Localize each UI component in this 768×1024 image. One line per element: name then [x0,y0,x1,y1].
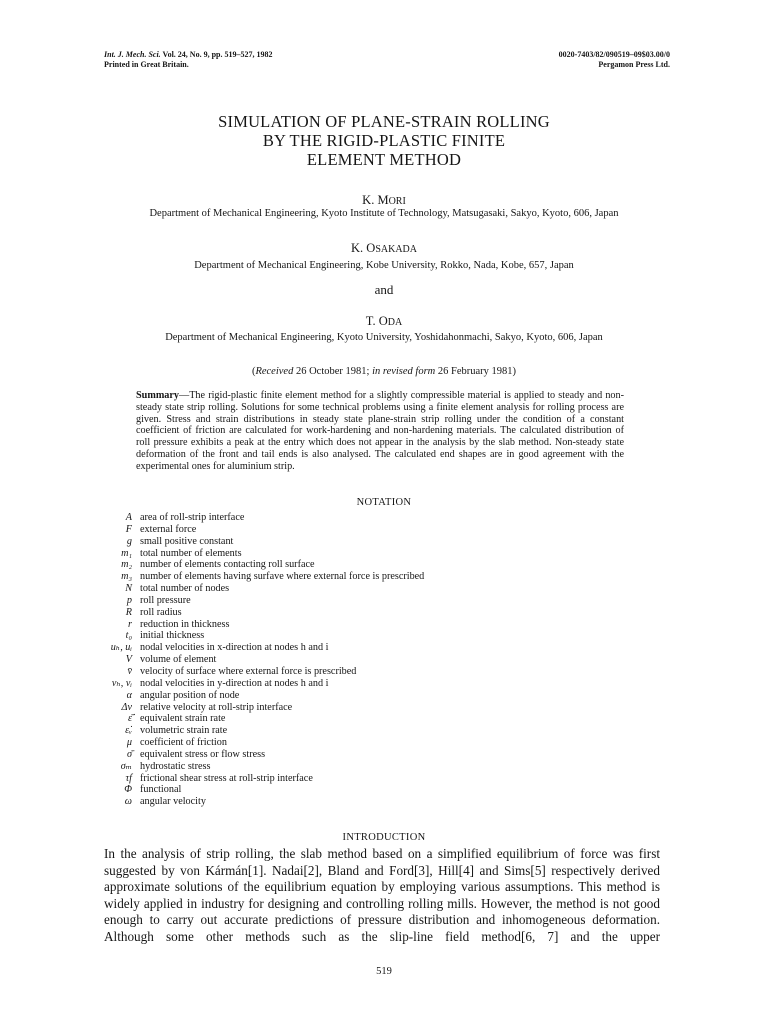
notation-symbol: g [126,535,132,547]
notation-item [90,559,650,571]
notation-description: reduction in thickness [140,618,230,630]
notation-symbol: τf [125,772,132,784]
affiliation-1: Department of Mechanical Engineering, Kyoto Institute of Technology, Matsugasaki, Sakyo, Kyoto, 606, Japan [149,208,619,219]
notation-symbol: F [125,523,132,535]
notation-item [90,524,650,536]
notation-item [90,619,650,631]
printed-note: Printed in Great Britain. [104,60,189,69]
notation-description: nodal velocities in y-direction at nodes h and i [140,677,329,689]
notation-symbol: m₃ [121,571,132,583]
notation-item [90,571,650,583]
notation-symbol: p [126,594,132,606]
paper-title [0,112,768,169]
notation-symbol: R [125,606,132,618]
notation-description: functional [140,784,182,796]
notation-item [90,678,650,690]
notation-description: small positive constant [140,535,234,547]
notation-item [90,666,650,678]
notation-description: nodal velocities in x-direction at nodes h and i [140,642,329,654]
notation-symbol: v̄ [127,665,132,677]
notation-symbol: μ [126,737,132,749]
journal-name: Int. J. Mech. Sci. [104,50,161,59]
notation-item [90,725,650,737]
notation-description: equivalent stress or flow stress [140,748,266,760]
notation-symbol: ω [124,796,132,808]
notation-description: relative velocity at roll-strip interface [140,701,293,713]
publisher-header [559,50,670,70]
notation-description: volumetric strain rate [140,725,228,737]
notation-description: frictional shear stress at roll-strip interface [140,772,313,784]
summary-abstract [136,390,624,473]
author-1: K. MORI [362,193,406,207]
notation-item [90,749,650,761]
notation-description: angular position of node [140,689,240,701]
notation-description: total number of nodes [140,583,230,595]
notation-item [90,512,650,524]
notation-description: velocity of surface where external force is prescribed [140,665,357,677]
title-line-2: BY THE RIGID-PLASTIC FINITE [262,131,506,150]
notation-item [90,737,650,749]
notation-list [90,512,650,808]
notation-item [90,713,650,725]
notation-symbol: t₀ [125,630,132,642]
notation-item [90,654,650,666]
notation-description: area of roll-strip interface [140,512,245,523]
notation-symbol: ε̇ᵥ [125,725,132,737]
notation-description: number of elements contacting roll surface [140,559,315,571]
notation-description: angular velocity [140,796,206,808]
article-code: 0020-7403/82/090519–09$03.00/0 [558,50,670,59]
notation-item [90,583,650,595]
notation-symbol: uₕ, uᵢ [110,642,132,654]
introduction-paragraph: In the analysis of strip rolling, the slab method based on a simplified equilibrium of force was first suggested by von Kármán[1]. Nadai[2], Bland and Ford[3], Hill[4] and Sims[5] respectively derived approximate solutions of the equilibrium equation by employing various assumptions. This method is widely applied in industry for designing and controlling rolling mills. However, the method is not good enough to carry out accurate predictions of pressure distribution and inhomogeneous deformation. Although some other methods such as the slip-line field method[6, 7] and the upper [104,846,660,944]
notation-symbol: Δv [121,701,132,713]
received-dates: (Received 26 October 1981; in revised form 26 February 1981) [251,366,517,377]
notation-item [90,702,650,714]
notation-item [90,536,650,548]
notation-item [90,773,650,785]
affiliation-3: Department of Mechanical Engineering, Kyoto University, Yoshidahonmachi, Sakyo, Kyoto, 606, Japan [165,332,603,343]
notation-item [90,630,650,642]
notation-item [90,595,650,607]
notation-description: number of elements having surfave where external force is prescribed [140,571,425,583]
publisher-name: Pergamon Press Ltd. [598,60,670,69]
notation-symbol: σ̄ [126,748,132,760]
summary-text: —The rigid-plastic finite element method for a slightly compressible material is applied to steady and non-steady state strip rolling. Solutions for some technical problems using a finite element analysis for rolling process are given. Stress and strain distributions in steady state plane-strain strip rolling under the condition of a constant coefficient of friction are calculated for work-hardening and non-hardening materials. The calculated distribution of roll pressure exhibits a peak at the entry which does not appear in the analysis by the slab method. Non-steady state deformation of the front and tail ends is also analysed. The calculated end shapes are in good agreement with the experimental ones for aluminium strip. [136,390,624,472]
notation-symbol: σₘ [120,760,132,772]
notation-item [90,607,650,619]
notation-description: external force [140,523,197,535]
notation-description: roll radius [140,606,182,618]
notation-symbol: vₕ, vᵢ [111,677,132,689]
and-separator: and [374,282,394,297]
page-number: 519 [376,966,392,977]
notation-symbol: α [126,689,132,701]
introduction-body [104,846,660,946]
notation-symbol: r [128,618,132,630]
journal-citation: Vol. 24, No. 9, pp. 519–527, 1982 [162,50,273,59]
title-line-1: SIMULATION OF PLANE-STRAIN ROLLING [218,112,550,131]
notation-heading: NOTATION [356,497,412,508]
affiliation-2: Department of Mechanical Engineering, Kobe University, Rokko, Nada, Kobe, 657, Japan [194,260,574,271]
introduction-heading: INTRODUCTION [342,832,426,843]
journal-header [104,50,272,70]
notation-symbol: ε̄̇ [127,713,132,725]
notation-description: total number of elements [140,547,242,559]
notation-item [90,642,650,654]
notation-item [90,761,650,773]
notation-symbol: V [125,654,132,666]
notation-symbol: Φ [124,784,132,796]
notation-description: equivalent strain rate [140,713,226,725]
notation-description: initial thickness [140,630,205,642]
title-line-3: ELEMENT METHOD [306,150,462,169]
notation-description: coefficient of friction [140,737,227,749]
notation-item [90,690,650,702]
notation-description: hydrostatic stress [140,760,211,772]
notation-symbol: m₁ [121,547,132,559]
notation-description: volume of element [140,654,217,666]
author-3: T. ODA [365,314,403,328]
notation-symbol: m₂ [121,559,132,571]
notation-item [90,548,650,560]
notation-item [90,796,650,808]
notation-description: roll pressure [140,594,191,606]
author-2: K. OSAKADA [351,241,417,255]
notation-symbol: A [125,512,132,523]
summary-label: Summary [136,390,180,401]
notation-symbol: N [125,583,132,595]
notation-item [90,784,650,796]
